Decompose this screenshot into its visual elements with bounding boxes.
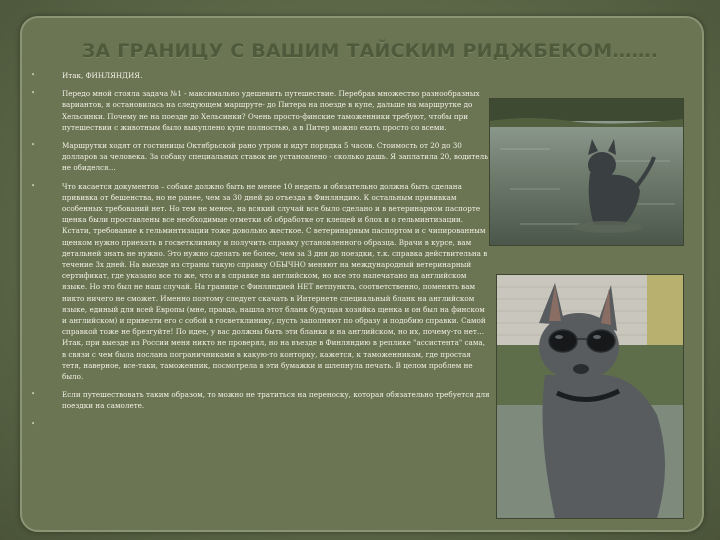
bullet-text: Маршрутки ходят от гостиницы Октябрьской рано утром и идут порядка 5 часов. Стоимость от 20 до 30 долларов за человека. За собаку специальных ставок не установлено - сколько дашь. Я заплатила 20, водитель не обиделся… (62, 141, 489, 173)
bullet-list (30, 70, 490, 428)
list-item (30, 389, 490, 411)
bullet-icon: • (31, 181, 36, 190)
bullet-text: Если путешествовать таким образом, то можно не тратиться на переноску, которая обязательно требуется для поездки на самолете. (62, 390, 490, 411)
bullet-icon: • (31, 141, 36, 150)
bullet-text: Итак, ФИНЛЯНДИЯ. (62, 71, 143, 80)
bullet-icon: • (31, 390, 36, 399)
page-title: ЗА ГРАНИЦУ С ВАШИМ ТАЙСКИМ РИДЖБЕКОМ……. (81, 40, 659, 62)
list-item (30, 140, 490, 174)
list-item (30, 70, 490, 81)
dog-with-sunglasses-photo (496, 274, 684, 519)
bullet-text: Что касается документов – собаке должно быть не менее 10 недель и обязательно должна быть сделана прививка от бешенства, но не ранее, чем за 30 дней до отъезда в Финляндию. К остальным прививкам особенных требований нет. Но тем не менее, на всякий случай все было сделано и в ветеринарном паспорте щенка были проставлены все необходимые отметки об обработке от клещей и блох и о гельминтизации. Кстати, требование к гельминтизации тоже довольно жесткое. С ветеринарным паспортом и с чипированным щенком нужно приехать в госветклинику и получить справку установленного образца. Врачи в курсе, вам детальней знать не нужно. Это нужно сделать не более, чем за 3 дня до поездки, т.к. справка действительна в течение 3х дней. На выезде из страны такую справку ОБЫЧНО меняют на международный ветеринарный сертификат, где указано все то же, что и в справке на английском, но все это напечатано на английском языке. Но это был не наш случай. На границе с Финляндией НЕТ ветпункта, соответственно, поменять вам никто ничего не сможет. Именно поэтому следует скачать в Интернете специальный бланк на английском языке, единый для всей Европы (мне, правда, нашла этот бланк будущая хозяйка щенка и он был на финском и английском) и привезти его с собой в госветклинику, пусть заполняют по образу и подобию справки. Самой справкой тоже не брезгуйте! По идее, у вас должны быть эти бланки и на английском, но их, почему-то нет… Итак, при выезде из России меня никто не проверял, но на въезде в Финляндию в реплике "ассистента" сама, в связи с чем была послана пограничниками в какую-то конторку, кажется, к таможенникам, где простая тетя, наверное, все-таки, таможенник, посмотрела в эти бумажки и шлепнула печать. В целом проблем не было. (62, 181, 488, 382)
list-item (30, 181, 490, 383)
list-item (30, 88, 490, 133)
bullet-icon: • (31, 71, 36, 79)
bullet-icon: • (31, 419, 36, 428)
bullet-icon: • (31, 89, 36, 98)
bullet-text: Передо мной стояла задача №1 - максимально удешевить путешествие. Перебрав множество разнообразных вариантов, я остановилась на следующем маршруте- до Питера на поезде в купе, дальше на маршрутке до Хельсинки. Почему не на поезде до Хельсинки? Очень просто-финские таможенники требуют, чтобы при путешествии с животным было выкуплено купе полностью, а в Питер можно ехать просто со всеми. (62, 89, 480, 132)
dog-in-water-photo (489, 98, 684, 246)
